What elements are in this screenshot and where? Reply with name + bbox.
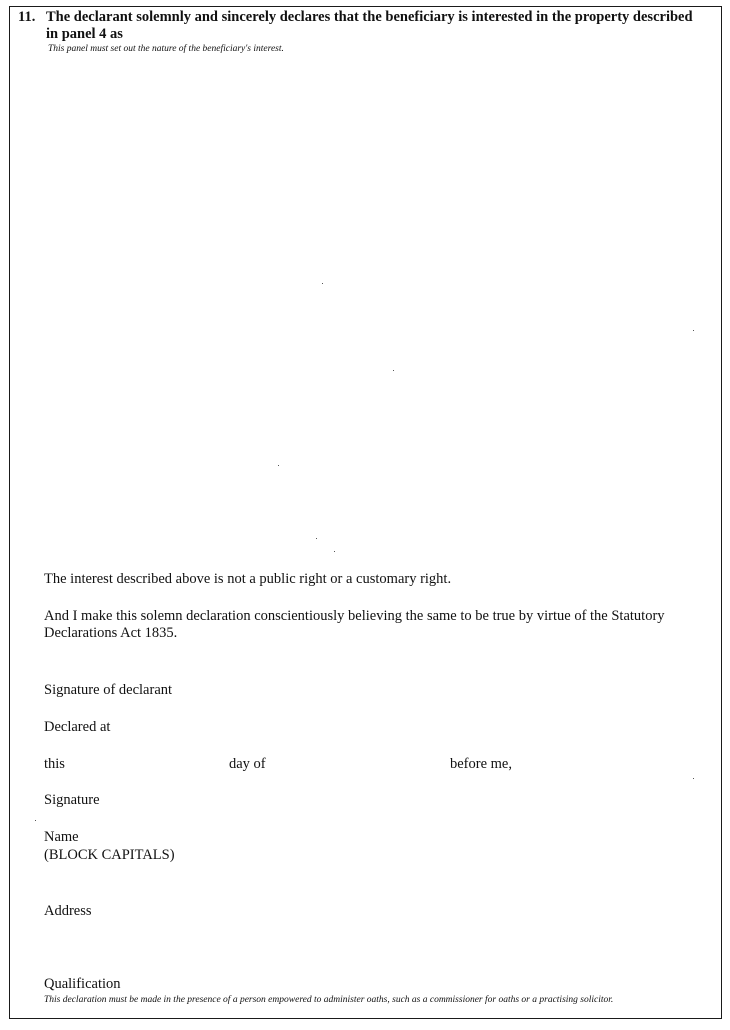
footer-note: This declaration must be made in the presence of a person empowered to administer oaths, such as a commissioner for oaths or a practising solicitor.	[44, 995, 614, 1005]
before-me-label: before me,	[450, 756, 512, 772]
scan-speck	[393, 370, 394, 371]
panel-instruction: This panel must set out the nature of the beneficiary's interest.	[48, 44, 284, 54]
name-label: Name	[44, 829, 79, 845]
block-capitals-label: (BLOCK CAPITALS)	[44, 847, 175, 863]
signature-label: Signature	[44, 792, 100, 808]
scan-speck	[278, 465, 279, 466]
scan-speck	[334, 551, 335, 552]
signature-of-declarant-label: Signature of declarant	[44, 682, 173, 698]
scan-speck	[693, 778, 694, 779]
qualification-label: Qualification	[44, 976, 121, 992]
scan-speck	[693, 330, 694, 331]
day-of-label: day of	[229, 756, 266, 772]
panel-border	[9, 6, 722, 1019]
scan-speck	[322, 283, 323, 284]
scan-speck	[35, 820, 36, 821]
panel-number: 11.	[18, 9, 36, 25]
declared-at-label: Declared at	[44, 719, 111, 735]
interest-note: The interest described above is not a public right or a customary right.	[44, 571, 452, 587]
solemn-declaration: And I make this solemn declaration conscientiously believing the same to be true by virtue of the Statutory Declarations Act 1835.	[44, 608, 665, 641]
address-label: Address	[44, 903, 92, 919]
panel-heading: The declarant solemnly and sincerely declares that the beneficiary is interested in the property described in panel 4 as	[46, 9, 693, 42]
scan-speck	[316, 538, 317, 539]
this-label: this	[44, 756, 65, 772]
